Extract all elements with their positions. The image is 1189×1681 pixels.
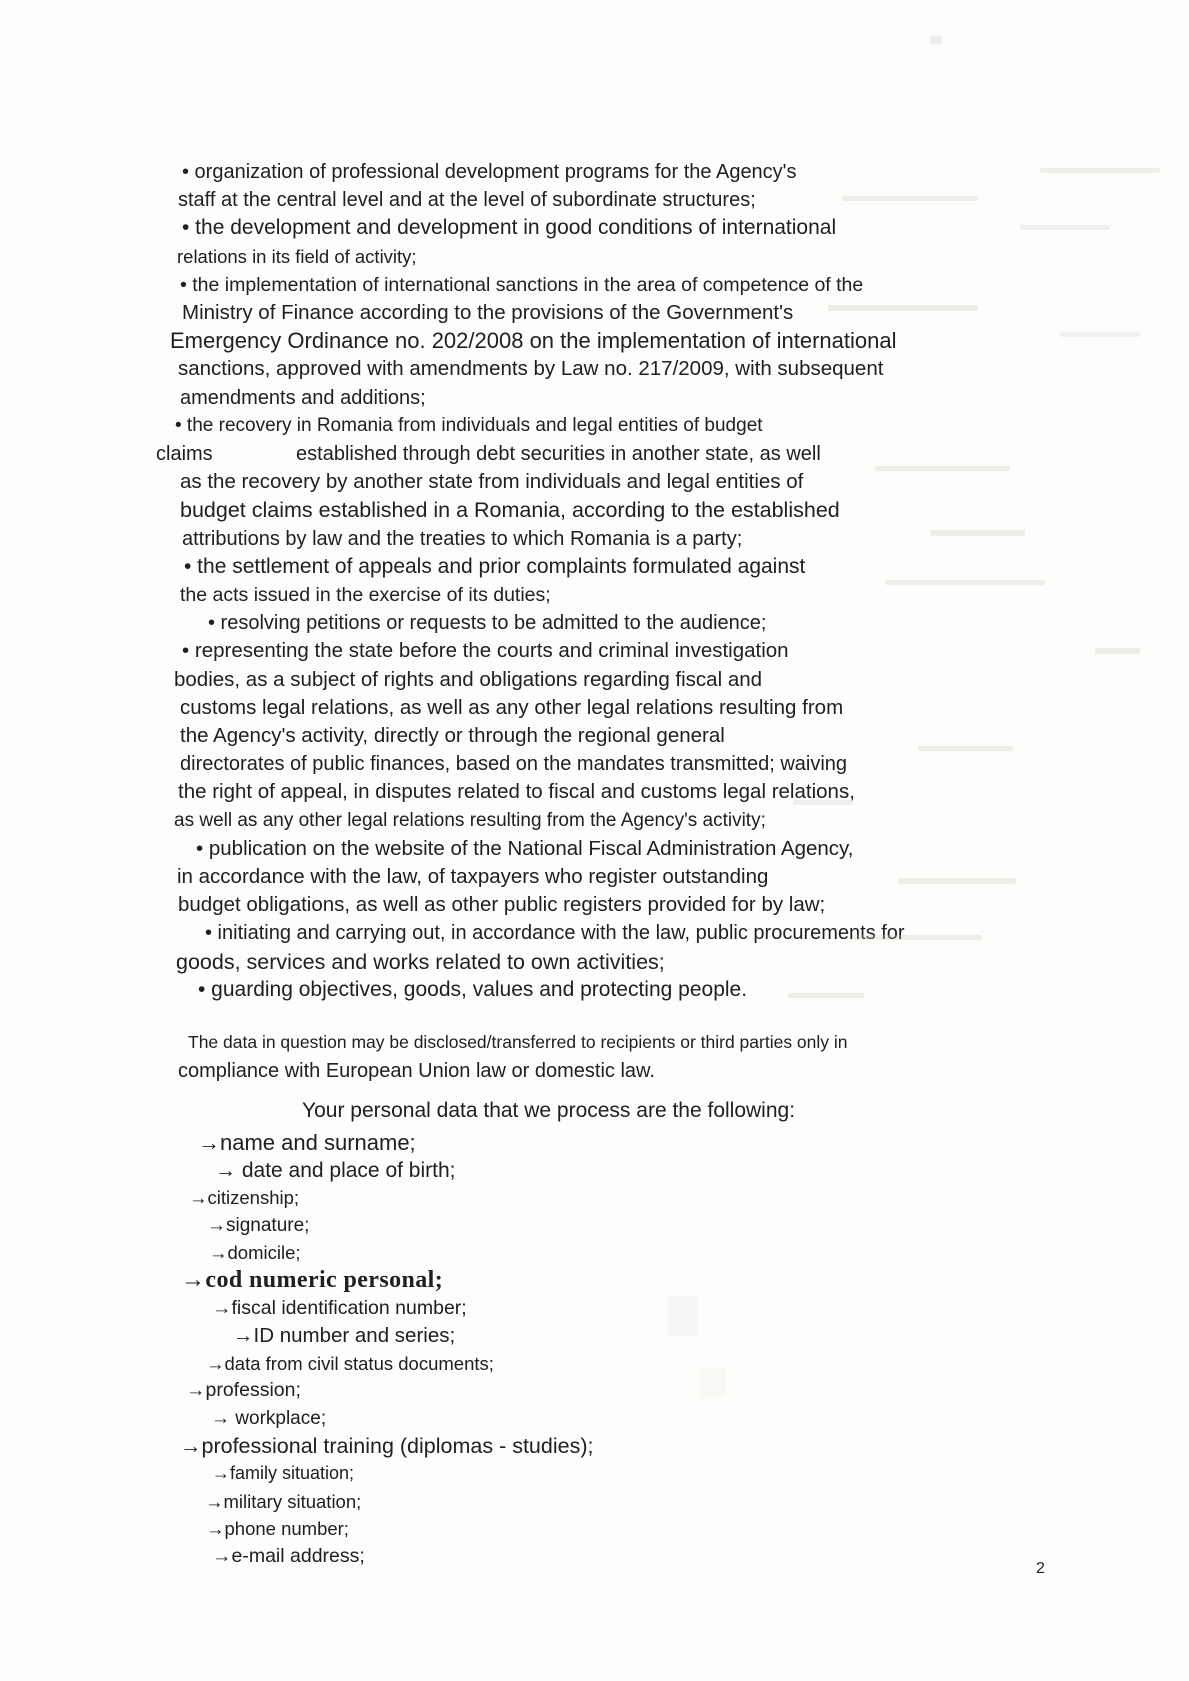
scan-artifact	[930, 530, 1025, 536]
text-line: • the recovery in Romania from individuals and legal entities of budget	[175, 414, 763, 436]
scan-artifact	[1020, 225, 1110, 230]
text-line: The data in question may be disclosed/transferred to recipients or third parties only in	[188, 1032, 848, 1052]
personal-data-list	[156, 1129, 593, 1571]
text-line: the Agency's activity, directly or through the regional general	[180, 724, 725, 748]
scan-artifact	[1095, 648, 1140, 654]
text-line: • the settlement of appeals and prior complaints formulated against	[184, 554, 806, 578]
text-line: →name and surname;	[198, 1130, 416, 1155]
text-line: →citizenship;	[189, 1187, 300, 1209]
personal-data-heading: Your personal data that we process are the following:	[302, 1099, 796, 1122]
text-line: as the recovery by another state from individuals and legal entities of	[180, 470, 804, 494]
scan-artifact	[875, 466, 1010, 471]
text-line: the right of appeal, in disputes related to fiscal and customs legal relations,	[178, 780, 855, 804]
scan-artifact	[788, 993, 864, 998]
text-line: staff at the central level and at the level of subordinate structures;	[178, 189, 756, 212]
text-line: → workplace;	[211, 1407, 327, 1429]
text-line: in accordance with the law, of taxpayers who register outstanding	[177, 865, 769, 889]
text-line: Emergency Ordinance no. 202/2008 on the implementation of international	[170, 328, 897, 354]
text-line: • resolving petitions or requests to be admitted to the audience;	[208, 612, 767, 635]
text-line: • representing the state before the courts and criminal investigation	[182, 639, 789, 663]
text-line: → date and place of birth;	[215, 1158, 456, 1182]
text-line: directorates of public finances, based on the mandates transmitted; waiving	[180, 753, 848, 776]
text-line: • initiating and carrying out, in accordance with the law, public procurements for	[205, 922, 905, 945]
text-line: amendments and additions;	[180, 386, 426, 409]
text-line: →fiscal identification number;	[212, 1296, 467, 1319]
scan-artifact	[793, 800, 853, 805]
text-line: compliance with European Union law or domestic law.	[178, 1059, 655, 1082]
scan-artifact	[1060, 332, 1140, 337]
text-line: →military situation;	[205, 1490, 362, 1512]
text-line: →family situation;	[212, 1463, 355, 1484]
text-line: relations in its field of activity;	[177, 245, 417, 267]
text-line: • the development and development in good conditions of international	[182, 216, 837, 240]
text-line: →signature;	[207, 1214, 310, 1236]
text-line: budget claims established in a Romania, according to the established	[180, 498, 840, 523]
scan-artifact	[852, 935, 982, 940]
text-line: • the implementation of international sanctions in the area of competence of the	[180, 273, 864, 296]
text-line: • publication on the website of the National Fiscal Administration Agency,	[196, 836, 854, 860]
scan-artifact	[918, 746, 1013, 751]
text-line: →data from civil status documents;	[206, 1352, 494, 1374]
text-line: customs legal relations, as well as any other legal relations resulting from	[180, 695, 844, 719]
text-line: attributions by law and the treaties to which Romania is a party;	[182, 527, 743, 550]
text-line: goods, services and works related to own activities;	[176, 949, 665, 974]
scan-artifact	[668, 1296, 698, 1336]
scan-artifact	[930, 36, 942, 44]
scan-artifact	[828, 305, 978, 311]
text-line: →e-mail address;	[212, 1544, 365, 1567]
text-line: claims established through debt securities in another state, as well	[156, 443, 821, 466]
text-line: • guarding objectives, goods, values and protecting people.	[198, 977, 748, 1001]
scan-artifact	[700, 1368, 726, 1398]
scan-artifact	[885, 580, 1045, 585]
scan-artifact	[842, 196, 977, 201]
text-line: →domicile;	[209, 1242, 301, 1264]
responsibilities-bullet-list	[156, 158, 905, 1004]
text-line: sanctions, approved with amendments by Law no. 217/2009, with subsequent	[178, 357, 884, 381]
text-line: as well as any other legal relations resulting from the Agency's activity;	[174, 809, 766, 831]
disclosure-paragraph	[156, 1028, 848, 1085]
text-line: →ID number and series;	[233, 1324, 456, 1348]
scan-artifact	[1040, 168, 1160, 173]
text-line: →professional training (diplomas - studies);	[180, 1433, 594, 1458]
text-line: →cod numeric personal;	[181, 1266, 444, 1293]
page-number: 2	[1036, 1560, 1045, 1577]
text-line: budget obligations, as well as other public registers provided for by law;	[178, 893, 826, 917]
scan-artifact	[898, 878, 1016, 884]
text-line: the acts issued in the exercise of its duties;	[180, 584, 551, 607]
text-line: →phone number;	[206, 1518, 349, 1540]
text-line: • organization of professional development programs for the Agency's	[182, 161, 797, 183]
text-line: →profession;	[186, 1379, 301, 1402]
text-line: bodies, as a subject of rights and obligations regarding fiscal and	[174, 667, 763, 691]
text-line: Ministry of Finance according to the provisions of the Government's	[182, 301, 794, 325]
